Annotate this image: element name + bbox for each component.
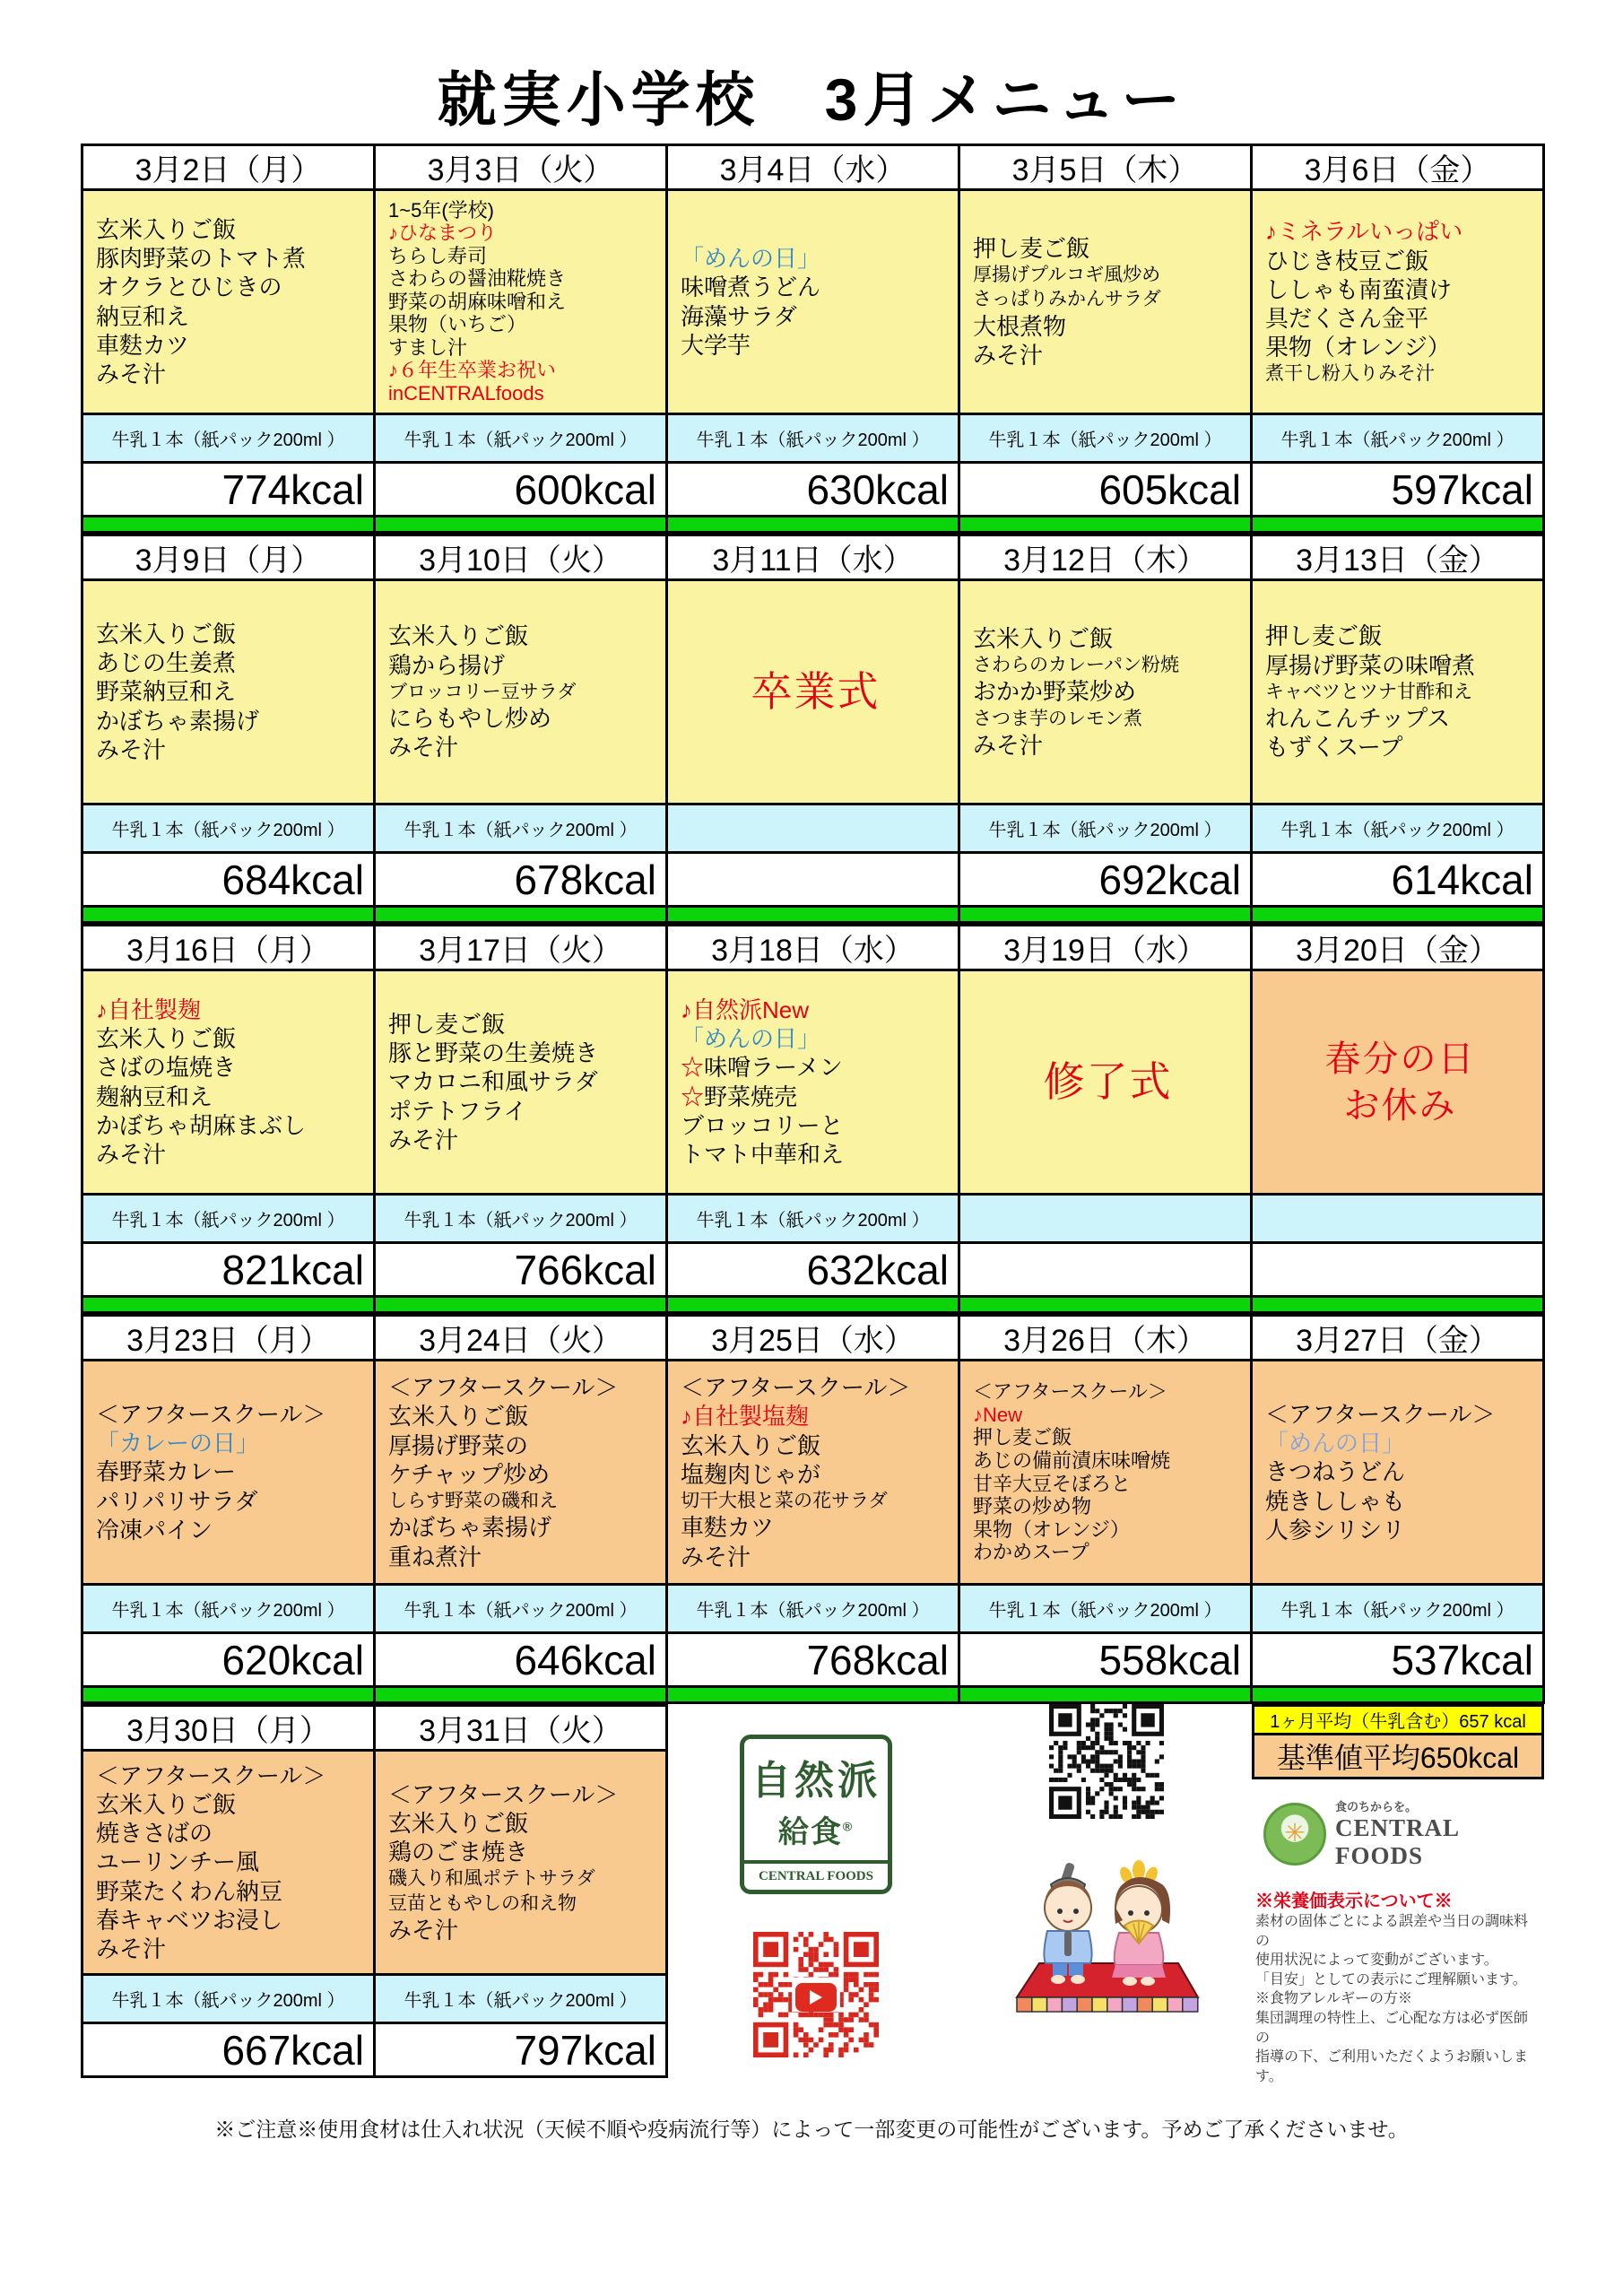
menu-item-line: ひじき枝豆ご飯	[1265, 247, 1429, 274]
registered-mark: ®	[842, 1819, 855, 1834]
menu-item-line: おかか野菜炒め	[973, 678, 1137, 706]
menu-cell	[668, 191, 960, 415]
menu-item-line: 海藻サラダ	[681, 302, 797, 330]
notes-line: 指導の下、ご利用いただくようお願いしま	[1255, 2049, 1529, 2066]
green-separator	[960, 1298, 1253, 1314]
notice-text: 卒業式	[751, 667, 881, 715]
milk-cell	[668, 805, 960, 854]
menu-item-line: わかめスープ	[973, 1541, 1089, 1564]
notes-line: す。	[1255, 2068, 1283, 2084]
date-header: 3月3日（火）	[376, 146, 668, 191]
date-header: 3月2日（月）	[83, 146, 376, 191]
shizenha-kyushoku-logo	[740, 1735, 892, 1894]
menu-item-line: にらもやし炒め	[388, 705, 552, 733]
kcal-cell: 821kcal	[83, 1244, 376, 1298]
menu-item-line: 切干大根と菜の花サラダ	[681, 1491, 888, 1512]
date-header: 3月11日（水）	[668, 536, 960, 581]
green-separator	[376, 1688, 668, 1704]
notes-line: 「目安」としての表示にご理解願います。	[1255, 1971, 1527, 1987]
menu-cell	[1253, 971, 1545, 1196]
menu-item-line: さわらのカレーパン粉焼	[973, 655, 1179, 676]
kcal-cell: 768kcal	[668, 1634, 960, 1688]
menu-cell	[376, 191, 668, 415]
green-separator	[1253, 517, 1545, 534]
nutrition-notes-heading: ※栄養価表示について※	[1255, 1892, 1453, 1911]
menu-cell	[1253, 581, 1545, 805]
green-separator	[668, 908, 960, 924]
menu-item-line: 甘辛大豆そぼろと	[973, 1472, 1132, 1495]
milk-cell: 牛乳１本（紙パック200ml ）	[83, 1196, 376, 1244]
qr-illustration-column	[961, 1704, 1252, 2081]
menu-item-line: みそ汁	[973, 341, 1044, 369]
kcal-cell: 632kcal	[668, 1244, 960, 1298]
green-separator	[83, 1688, 376, 1704]
menu-cell	[1253, 1361, 1545, 1586]
summary-column	[1252, 1704, 1544, 2084]
milk-cell: 牛乳１本（紙パック200ml ）	[83, 805, 376, 854]
menu-item-line: もずくスープ	[1265, 734, 1403, 761]
milk-cell: 牛乳１本（紙パック200ml ）	[83, 1976, 376, 2024]
central-foods-emblem-icon	[1263, 1803, 1326, 1866]
date-header: 3月23日（月）	[83, 1317, 376, 1361]
central-foods-logo	[1263, 1797, 1532, 1870]
qr-code-black	[1049, 1704, 1164, 1823]
menu-cell	[960, 1361, 1253, 1586]
menu-item-line: 押し麦ご飯	[973, 1426, 1072, 1449]
menu-item-line: 野菜たくわん納豆	[96, 1877, 283, 1905]
menu-item-line: 煮干し粉入りみそ汁	[1265, 363, 1435, 385]
date-header: 3月18日（水）	[668, 926, 960, 971]
nutrition-notes-body	[1255, 1912, 1541, 2086]
notice-text: 春分の日	[1324, 1039, 1476, 1079]
kcal-cell: 630kcal	[668, 464, 960, 517]
menu-item-line: 玄米入りご飯	[973, 624, 1114, 652]
menu-cell	[376, 1752, 668, 1976]
menu-item-line: 鶏から揚げ	[388, 651, 506, 679]
menu-item-line: みそ汁	[973, 731, 1044, 759]
menu-item-line: ＜アフタースクール＞	[388, 1780, 619, 1808]
menu-item-line: 野菜納豆和え	[96, 678, 237, 706]
milk-cell	[960, 1196, 1253, 1244]
menu-item-line: 焼きさばの	[96, 1820, 213, 1848]
menu-cell	[960, 971, 1253, 1196]
menu-item-line: ♪６年生卒業お祝い	[388, 359, 557, 382]
kcal-cell: 692kcal	[960, 854, 1253, 908]
kcal-cell: 605kcal	[960, 464, 1253, 517]
green-separator	[668, 1298, 960, 1314]
menu-item-line: パリパリサラダ	[96, 1487, 258, 1515]
menu-item-line: みそ汁	[96, 1140, 167, 1168]
menu-item-line: きつねうどん	[1265, 1458, 1406, 1486]
menu-item-line: ♪自社製麹	[96, 996, 202, 1023]
menu-item-line: ＜アフタースクール＞	[973, 1380, 1167, 1404]
menu-item-line: 人参シリシリ	[1265, 1516, 1406, 1544]
menu-item-line: マカロニ和風サラダ	[388, 1068, 598, 1096]
menu-item-line: 豚肉野菜のトマト煮	[96, 245, 307, 273]
menu-item-line: ♪ミネラルいっぱい	[1265, 218, 1463, 246]
menu-item-line: みそ汁	[96, 735, 167, 763]
hina-dolls-illustration	[1008, 1838, 1205, 2026]
green-separator	[960, 517, 1253, 534]
menu-item-line: 果物（いちご）	[388, 313, 527, 336]
menu-cell	[376, 1361, 668, 1586]
menu-item-line: トマト中華和え	[681, 1140, 845, 1168]
kcal-cell	[1253, 1244, 1545, 1298]
green-separator	[1253, 908, 1545, 924]
week-row-4	[81, 1314, 1545, 1704]
menu-item-line: 具だくさん金平	[1265, 304, 1429, 332]
menu-item-line: ユーリンチー風	[96, 1848, 260, 1876]
menu-cell	[83, 581, 376, 805]
menu-item-line: かぼちゃ素揚げ	[388, 1514, 552, 1542]
milk-cell: 牛乳１本（紙パック200ml ）	[668, 1586, 960, 1634]
date-header: 3月26日（木）	[960, 1317, 1253, 1361]
menu-item-line: みそ汁	[96, 360, 167, 387]
page-title: 就実小学校 3月メニュー	[437, 66, 1186, 133]
milk-cell: 牛乳１本（紙パック200ml ）	[376, 415, 668, 464]
date-header: 3月5日（木）	[960, 146, 1253, 191]
standard-average-bar: 基準値平均650kcal	[1252, 1735, 1544, 1779]
menu-item-line: みそ汁	[388, 1126, 459, 1153]
kcal-cell	[668, 854, 960, 908]
date-header: 3月31日（火）	[376, 1707, 668, 1752]
menu-item-line: 塩麹肉じゃが	[681, 1460, 821, 1488]
menu-item-line: 「めんの日」	[681, 245, 821, 273]
menu-item-line: ししゃも南蛮漬け	[1265, 275, 1453, 303]
date-header: 3月13日（金）	[1253, 536, 1545, 581]
menu-item-line: 焼きししゃも	[1265, 1487, 1406, 1515]
cf-tagline: 食のちからを。	[1335, 1800, 1418, 1813]
green-separator	[83, 1298, 376, 1314]
menu-item-line: 玄米入りご飯	[96, 1025, 237, 1053]
menu-item-line: れんこんチップス	[1265, 705, 1451, 733]
menu-item-line: 豆苗ともやしの和え物	[388, 1892, 577, 1914]
menu-item-line: ♪ひなまつり	[388, 222, 498, 245]
menu-item-line: ちらし寿司	[388, 244, 488, 267]
notice-text: お休み	[1343, 1085, 1457, 1126]
green-separator	[83, 908, 376, 924]
kcal-cell: 797kcal	[376, 2024, 668, 2078]
menu-item-line: ＜アフタースクール＞	[388, 1374, 619, 1402]
milk-cell: 牛乳１本（紙パック200ml ）	[83, 415, 376, 464]
kcal-cell: 766kcal	[376, 1244, 668, 1298]
menu-item-line: 厚揚げ野菜の	[388, 1431, 529, 1459]
menu-cell	[960, 581, 1253, 805]
menu-item-line: あじの備前漬床味噌焼	[973, 1448, 1171, 1472]
menu-item-line: すまし汁	[388, 335, 468, 359]
green-separator	[376, 908, 668, 924]
menu-item-line: キャベツとツナ甘酢和え	[1265, 681, 1472, 702]
week-row-1	[81, 144, 1545, 534]
menu-item-line: ♪自然派New	[681, 996, 810, 1023]
menu-item-line: 玄米入りご飯	[96, 1790, 237, 1818]
menu-cell	[376, 971, 668, 1196]
menu-item-line: 玄米入りご飯	[388, 1403, 529, 1431]
menu-item-line: 春野菜カレー	[96, 1458, 237, 1486]
milk-cell: 牛乳１本（紙パック200ml ）	[668, 1196, 960, 1244]
date-header: 3月9日（月）	[83, 536, 376, 581]
milk-cell: 牛乳１本（紙パック200ml ）	[960, 415, 1253, 464]
date-header: 3月6日（金）	[1253, 146, 1545, 191]
hina-girl	[1112, 1860, 1170, 1986]
menu-item-line: みそ汁	[681, 1543, 751, 1570]
menu-item-line: あじの生姜煮	[96, 649, 237, 677]
milk-cell: 牛乳１本（紙パック200ml ）	[960, 805, 1253, 854]
menu-item-line: 大根煮物	[973, 312, 1067, 340]
menu-item-line: 玄米入りご飯	[681, 1431, 821, 1459]
menu-item-line: 玄米入りご飯	[96, 215, 237, 243]
green-separator	[376, 1298, 668, 1314]
menu-item-line: 玄米入りご飯	[388, 1809, 529, 1837]
menu-item-line: 大学芋	[681, 331, 751, 359]
monthly-average-bar: 1ヶ月平均（牛乳含む）657 kcal	[1252, 1704, 1544, 1735]
kcal-cell: 558kcal	[960, 1634, 1253, 1688]
notes-line: 集団調理の特性上、ご心配な方は必ず医師の	[1255, 2010, 1529, 2046]
menu-item-line: 玄米入りご飯	[96, 620, 237, 648]
milk-cell: 牛乳１本（紙パック200ml ）	[376, 1196, 668, 1244]
menu-item-line: 果物（オレンジ）	[1265, 334, 1451, 361]
star-icon: ☆	[681, 1083, 705, 1110]
menu-item-line: ☆野菜焼売	[681, 1083, 798, 1110]
date-header: 3月27日（金）	[1253, 1317, 1545, 1361]
date-header: 3月10日（火）	[376, 536, 668, 581]
menu-item-line: ＜アフタースクール＞	[681, 1374, 911, 1402]
notes-line: 使用状況によって変動がございます。	[1255, 1952, 1498, 1969]
logo-qr-column	[671, 1704, 961, 2081]
kcal-cell: 678kcal	[376, 854, 668, 908]
menu-cell	[668, 971, 960, 1196]
youtube-play-icon	[795, 1983, 837, 2012]
menu-item-line: しらす野菜の磯和え	[388, 1491, 558, 1512]
menu-item-line: 鶏のごま焼き	[388, 1839, 529, 1866]
menu-item-line: かぼちゃ胡麻まぶし	[96, 1111, 307, 1139]
date-header: 3月17日（火）	[376, 926, 668, 971]
menu-cell	[1253, 191, 1545, 415]
menu-item-line: ブロッコリー豆サラダ	[388, 681, 577, 702]
week-row-3	[81, 924, 1545, 1314]
menu-item-line: 押し麦ご飯	[1265, 622, 1383, 650]
green-separator	[376, 517, 668, 534]
kcal-cell: 667kcal	[83, 2024, 376, 2078]
menu-item-line: オクラとひじきの	[96, 274, 282, 301]
date-header: 3月30日（月）	[83, 1707, 376, 1752]
star-icon: ☆	[681, 1054, 705, 1082]
menu-item-line: ☆味噌ラーメン	[681, 1054, 843, 1082]
menu-item-line: さつま芋のレモン煮	[973, 708, 1142, 729]
green-separator	[1253, 1688, 1545, 1704]
menu-cell	[83, 971, 376, 1196]
notes-line: 素材の固体ごとによる誤差や当日の調味料の	[1255, 1914, 1529, 1949]
milk-cell: 牛乳１本（紙パック200ml ）	[1253, 415, 1545, 464]
menu-item-line: 押し麦ご飯	[973, 234, 1090, 262]
menu-cell	[83, 1361, 376, 1586]
menu-item-line: 玄米入りご飯	[388, 622, 529, 650]
menu-item-line: みそ汁	[96, 1935, 167, 1963]
kcal-cell: 597kcal	[1253, 464, 1545, 517]
kcal-cell: 774kcal	[83, 464, 376, 517]
menu-item-line: 磯入り和風ポテトサラダ	[388, 1868, 595, 1890]
menu-item-line: 「めんの日」	[681, 1025, 821, 1053]
menu-cell	[668, 581, 960, 805]
menu-item-line: 野菜の胡麻味噌和え	[388, 290, 567, 313]
date-header: 3月25日（水）	[668, 1317, 960, 1361]
notes-line: ※食物アレルギーの方※	[1255, 1991, 1412, 2007]
date-header: 3月24日（火）	[376, 1317, 668, 1361]
menu-item-line: さばの塩焼き	[96, 1054, 237, 1082]
menu-item-line: ♪自社製塩麹	[681, 1403, 810, 1431]
menu-item-line: 車麩カツ	[96, 331, 190, 359]
menu-calendar-table	[81, 144, 1544, 2084]
kcal-cell	[960, 1244, 1253, 1298]
menu-item-line: みそ汁	[388, 1917, 459, 1944]
menu-item-line: ＜アフタースクール＞	[1265, 1400, 1496, 1428]
menu-item-line: 厚揚げプルコギ風炒め	[973, 265, 1161, 286]
milk-cell: 牛乳１本（紙パック200ml ）	[1253, 1586, 1545, 1634]
menu-item-line: inCENTRALfoods	[388, 381, 544, 404]
menu-item-line: 重ね煮汁	[388, 1543, 482, 1570]
menu-item-line: ポテトフライ	[388, 1097, 527, 1125]
kcal-cell: 684kcal	[83, 854, 376, 908]
green-separator	[960, 1688, 1253, 1704]
menu-item-line: ケチャップ炒め	[388, 1460, 551, 1488]
green-separator	[668, 517, 960, 534]
milk-cell: 牛乳１本（紙パック200ml ）	[376, 1976, 668, 2024]
date-header: 3月19日（水）	[960, 926, 1253, 971]
cf-name: CENTRAL FOODS	[1335, 1814, 1459, 1869]
kcal-cell: 537kcal	[1253, 1634, 1545, 1688]
menu-item-line: 野菜の炒め物	[973, 1495, 1092, 1518]
milk-cell: 牛乳１本（紙パック200ml ）	[960, 1586, 1253, 1634]
youtube-qr-code	[753, 1932, 879, 2062]
milk-cell: 牛乳１本（紙パック200ml ）	[1253, 805, 1545, 854]
menu-item-line: 麹納豆和え	[96, 1083, 213, 1110]
footer-caution-note: ※ご注意※使用食材は仕入れ状況（天候不順や疫病流行等）によって一部変更の可能性がございます。予めご了承くださいませ。	[214, 2118, 1409, 2141]
green-separator	[960, 908, 1253, 924]
menu-item-line: 「カレーの日」	[96, 1430, 260, 1457]
menu-cell	[83, 191, 376, 415]
menu-item-line: 豚と野菜の生姜焼き	[388, 1039, 599, 1067]
milk-cell	[1253, 1196, 1545, 1244]
menu-item-line: みそ汁	[388, 734, 459, 761]
milk-cell: 牛乳１本（紙パック200ml ）	[376, 1586, 668, 1634]
menu-item-line: ＜アフタースクール＞	[96, 1400, 326, 1428]
nutrition-notes	[1255, 1886, 1541, 2086]
menu-item-line: 「めんの日」	[1265, 1430, 1406, 1457]
menu-cell	[83, 1752, 376, 1976]
date-header: 3月20日（金）	[1253, 926, 1545, 971]
menu-item-line: 1~5年(学校)	[388, 198, 494, 222]
green-separator	[83, 517, 376, 534]
hina-dolls-svg	[1008, 1838, 1205, 2022]
bottom-graphics-area	[671, 1704, 1544, 2084]
menu-item-line: ブロッコリーと	[681, 1111, 844, 1139]
menu-cell	[668, 1361, 960, 1586]
shizenha-logo-text: 自然派	[751, 1759, 881, 1803]
menu-item-line: 春キャベツお浸し	[96, 1906, 283, 1934]
menu-item-line: 味噌煮うどん	[681, 274, 821, 301]
kcal-cell: 646kcal	[376, 1634, 668, 1688]
menu-item-line: さわらの醤油糀焼き	[388, 267, 567, 291]
menu-cell	[376, 581, 668, 805]
menu-cell	[960, 191, 1253, 415]
menu-item-line: さっぱりみかんサラダ	[973, 289, 1161, 310]
central-foods-caption: CENTRAL FOODS	[744, 1860, 888, 1890]
kyushoku-logo-text: 給食®	[777, 1815, 855, 1849]
kcal-cell: 620kcal	[83, 1634, 376, 1688]
notice-text: 修了式	[1043, 1057, 1173, 1105]
milk-cell: 牛乳１本（紙パック200ml ）	[668, 415, 960, 464]
menu-item-line: 納豆和え	[96, 302, 190, 330]
menu-item-line: 厚揚げ野菜の味噌煮	[1265, 651, 1476, 679]
week-row-2	[81, 534, 1545, 924]
milk-cell: 牛乳１本（紙パック200ml ）	[376, 805, 668, 854]
week-row-5	[81, 1704, 668, 2078]
green-separator	[668, 1688, 960, 1704]
date-header: 3月16日（月）	[83, 926, 376, 971]
milk-cell: 牛乳１本（紙パック200ml ）	[83, 1586, 376, 1634]
menu-item-line: 冷凍パイン	[96, 1516, 213, 1544]
menu-item-line: 押し麦ご飯	[388, 1010, 506, 1038]
qr-black-svg	[1049, 1704, 1164, 1819]
menu-item-line: 車麩カツ	[681, 1514, 775, 1542]
menu-item-line: ♪New	[973, 1403, 1023, 1426]
green-separator	[1253, 1298, 1545, 1314]
date-header: 3月12日（木）	[960, 536, 1253, 581]
kcal-cell: 614kcal	[1253, 854, 1545, 908]
menu-item-line: かぼちゃ素揚げ	[96, 707, 260, 735]
menu-item-line: 果物（オレンジ）	[973, 1518, 1130, 1541]
kcal-cell: 600kcal	[376, 464, 668, 517]
date-header: 3月4日（水）	[668, 146, 960, 191]
menu-item-line: ＜アフタースクール＞	[96, 1761, 326, 1789]
